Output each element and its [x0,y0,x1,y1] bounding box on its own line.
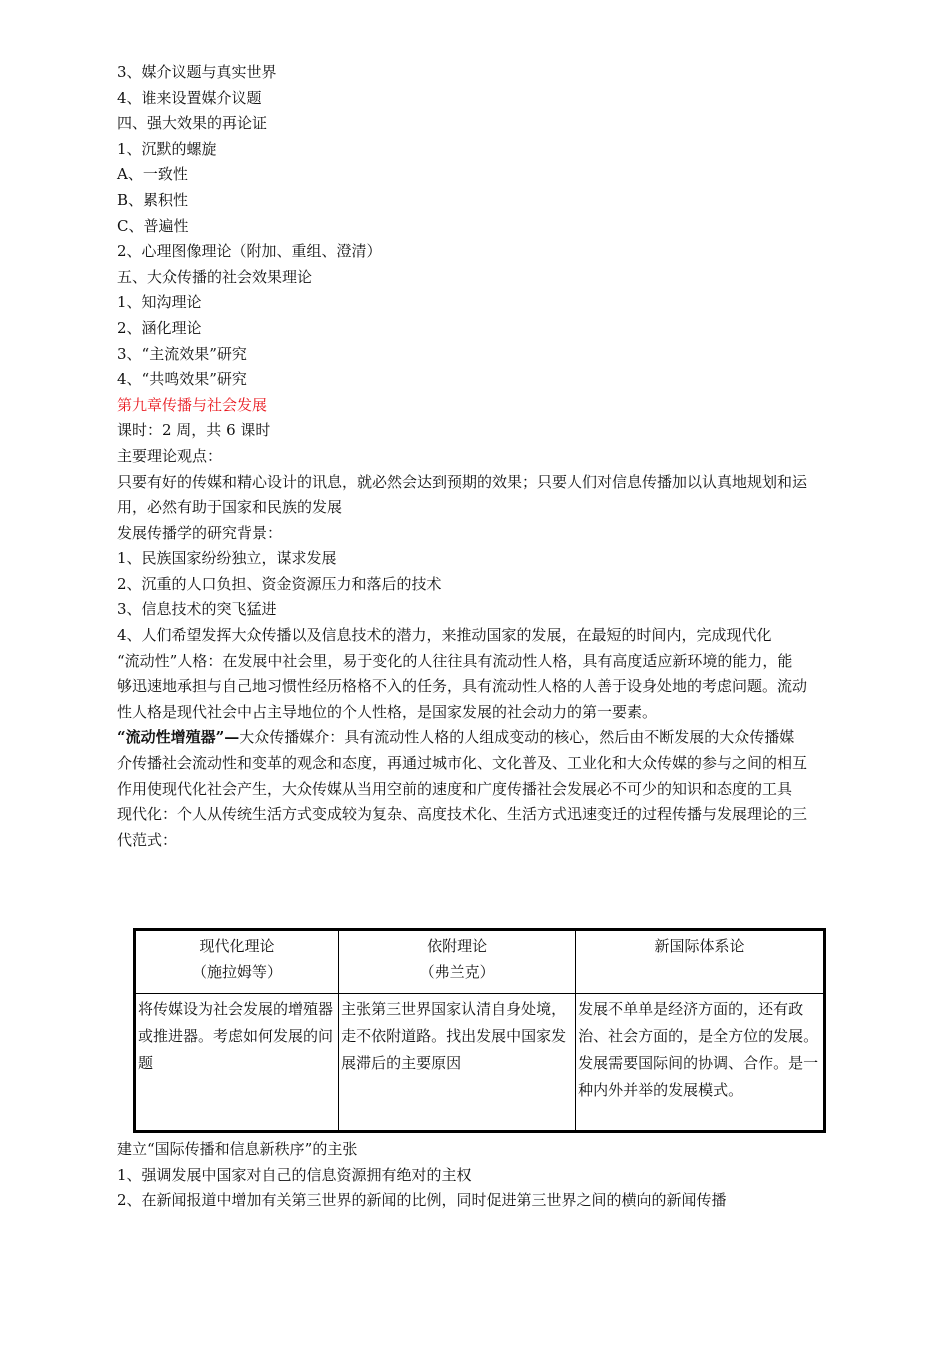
modernization-paragraph: 现代化：个人从传统生活方式变成较为复杂、高度技术化、生活方式迅速变迁的过程传播与发展理论的三代范式： [117,805,808,849]
text-line: 4、“共鸣效果”研究 [117,370,247,389]
header-title: 新国际体系论 [654,937,745,955]
background-item: 4、人们希望发挥大众传播以及信息技术的潜力，来推动国家的发展，在最短的时间内，完成现代化 [117,626,772,645]
text-line: 3、“主流效果”研究 [117,344,247,363]
table-header-cell [135,930,339,994]
text-line: 1、沉默的螺旋 [117,139,217,158]
course-hours: 课时：2 周，共 6 课时 [117,421,271,440]
multiplier-text: 大众传播媒介：具有流动性人格的人组成变动的核心，然后由不断发展的大众传播媒介传播社会流动性和变革的观念和态度，再通过城市化、文化普及、工业化和大众传媒的参与之间的相互作用使现代化社会产生，大众传媒从当用空前的速度和广度传播社会发展必不可少的知识和态度的工具 [117,728,808,798]
text-line: 2、在新闻报道中增加有关第三世界的新闻的比例，同时促进第三世界之间的横向的新闻传播 [117,1191,727,1210]
table-row [135,994,825,1132]
header-subtitle: （施拉姆等） [192,963,283,981]
paradigm-table [133,928,826,1133]
text-line: A、一致性 [117,165,188,184]
text-line: C、普遍性 [117,216,189,235]
text-line: 1、强调发展中国家对自己的信息资源拥有绝对的主权 [117,1165,472,1184]
section-heading: 五、大众传播的社会效果理论 [117,267,313,286]
text-line: 4、谁来设置媒介议题 [117,88,262,107]
text-line: B、累积性 [117,190,189,209]
background-item: 2、沉重的人口负担、资金资源压力和落后的技术 [117,574,442,593]
mobile-personality-paragraph: “流动性”人格：在发展中社会里，易于变化的人往往具有流动性人格，具有高度适应新环境的能力，能够迅速地承担与自己地习惯性经历格格不入的任务，具有流动性人格的人善于设身处地的考虑问题。流动性人格是现代社会中占主导地位的个人性格，是国家发展的社会动力的第一要素。 [117,651,808,721]
header-title: 现代化理论 [199,937,275,955]
table-cell: 发展不单单是经济方面的，还有政治、社会方面的，是全方位的发展。发展需要国际间的协调、合作。是一种内外并举的发展模式。 [576,994,825,1132]
chapter-title: 第九章传播与社会发展 [117,395,268,414]
table-header-row [135,930,825,994]
table-cell: 将传媒设为社会发展的增殖器或推进器。考虑如何发展的问题 [135,994,339,1132]
text-line: 建立“国际传播和信息新秩序”的主张 [117,1140,358,1158]
table-header-cell [339,930,576,994]
multiplier-term: “流动性增殖器”— [117,728,240,747]
section-heading: 四、强大效果的再论证 [117,114,268,133]
main-view-label: 主要理论观点： [117,446,223,465]
text-line: 2、心理图像理论（附加、重组、澄清） [117,242,382,261]
text-line: 3、媒介议题与真实世界 [117,63,277,81]
background-item: 1、民族国家纷纷独立，谋求发展 [117,549,337,568]
table-header-cell [576,930,825,994]
document-body-continued [117,1137,817,1214]
header-title: 依附理论 [427,937,488,955]
text-line: 2、涵化理论 [117,318,202,337]
text-line: 1、知沟理论 [117,293,202,312]
document-body [117,60,817,853]
multiplier-paragraph [117,725,807,802]
header-subtitle: （弗兰克） [419,963,495,981]
background-label: 发展传播学的研究背景： [117,523,283,542]
main-view-text: 只要有好的传媒和精心设计的讯息，就必然会达到预期的效果；只要人们对信息传播加以认真地规划和运用，必然有助于国家和民族的发展 [117,472,808,517]
background-item: 3、信息技术的突飞猛进 [117,600,277,619]
table-cell: 主张第三世界国家认清自身处境，走不依附道路。找出发展中国家发展滞后的主要原因 [339,994,576,1132]
